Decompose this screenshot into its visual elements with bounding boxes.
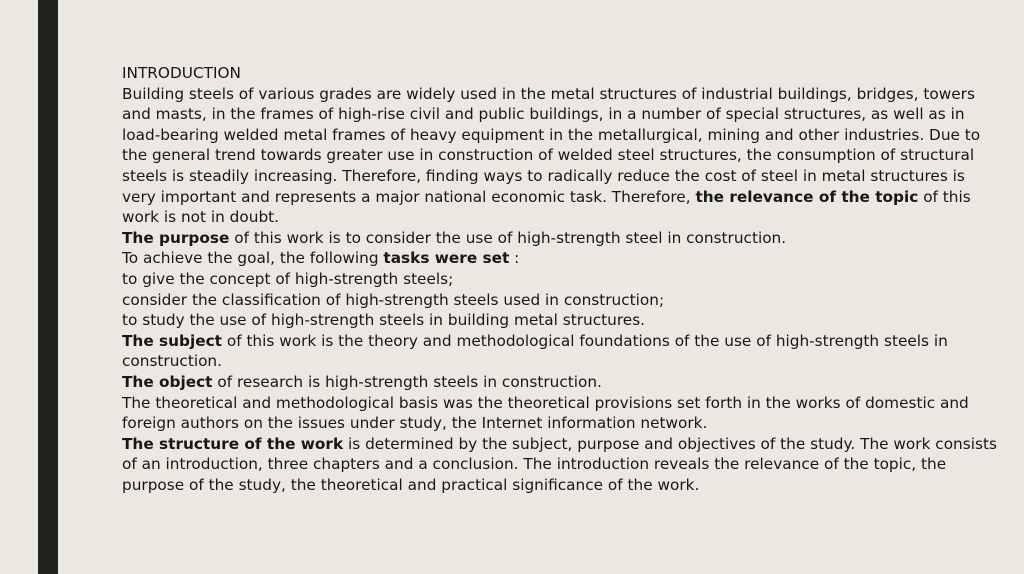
subject-bold: The subject xyxy=(122,331,222,350)
basis-paragraph: The theoretical and methodological basis was the theoretical provisions set forth in the works of domestic and foreign authors on the issues under study, the Internet information network. xyxy=(122,393,969,433)
intro-tail: of this work is not in doubt. xyxy=(122,187,971,227)
tasks-tail: : xyxy=(509,249,520,268)
slide-heading: INTRODUCTION xyxy=(122,64,241,82)
subject-text: of this work is the theory and methodological foundations of the use of high-strength steels in construction. xyxy=(122,331,948,371)
left-accent-bar xyxy=(38,0,58,574)
purpose-bold: The purpose xyxy=(122,228,230,247)
slide-body xyxy=(122,63,1002,495)
object-paragraph xyxy=(122,372,1002,393)
intro-paragraph xyxy=(122,84,1002,228)
purpose-paragraph xyxy=(122,228,1002,249)
tasks-lead: To achieve the goal, the following xyxy=(122,249,384,268)
task-item-1: to give the concept of high-strength steels; xyxy=(122,269,454,288)
object-text: of research is high-strength steels in construction. xyxy=(212,372,602,391)
object-bold: The object xyxy=(122,372,213,391)
structure-bold: The structure of the work xyxy=(122,434,344,453)
tasks-paragraph xyxy=(122,248,1002,269)
subject-paragraph xyxy=(122,331,1002,372)
intro-text: Building steels of various grades are widely used in the metal structures of industrial buildings, bridges, towers and masts, in the frames of high-rise civil and public buildings, in a number of special structures, as well as in load-bearing welded metal frames of heavy equipment in the metallurgical, mining and other industries. Due to the general trend towards greater use in construction of welded steel structures, the consumption of structural steels is steadily increasing. Therefore, finding ways to radically reduce the cost of steel in metal structures is very important and represents a major national economic task. Therefore, xyxy=(122,84,981,206)
task-item-3: to study the use of high-strength steels in building metal structures. xyxy=(122,311,646,330)
structure-text: is determined by the subject, purpose and objectives of the study. The work consists of an introduction, three chapters and a conclusion. The introduction reveals the relevance of the topic, the purpose of the study, the theoretical and practical significance of the work. xyxy=(122,434,997,494)
task-item-2: consider the classification of high-strength steels used in construction; xyxy=(122,290,665,309)
structure-paragraph xyxy=(122,434,1002,496)
purpose-text: of this work is to consider the use of high-strength steel in construction. xyxy=(229,228,787,247)
tasks-bold: tasks were set xyxy=(383,249,510,268)
relevance-bold: the relevance of the topic xyxy=(695,187,919,206)
